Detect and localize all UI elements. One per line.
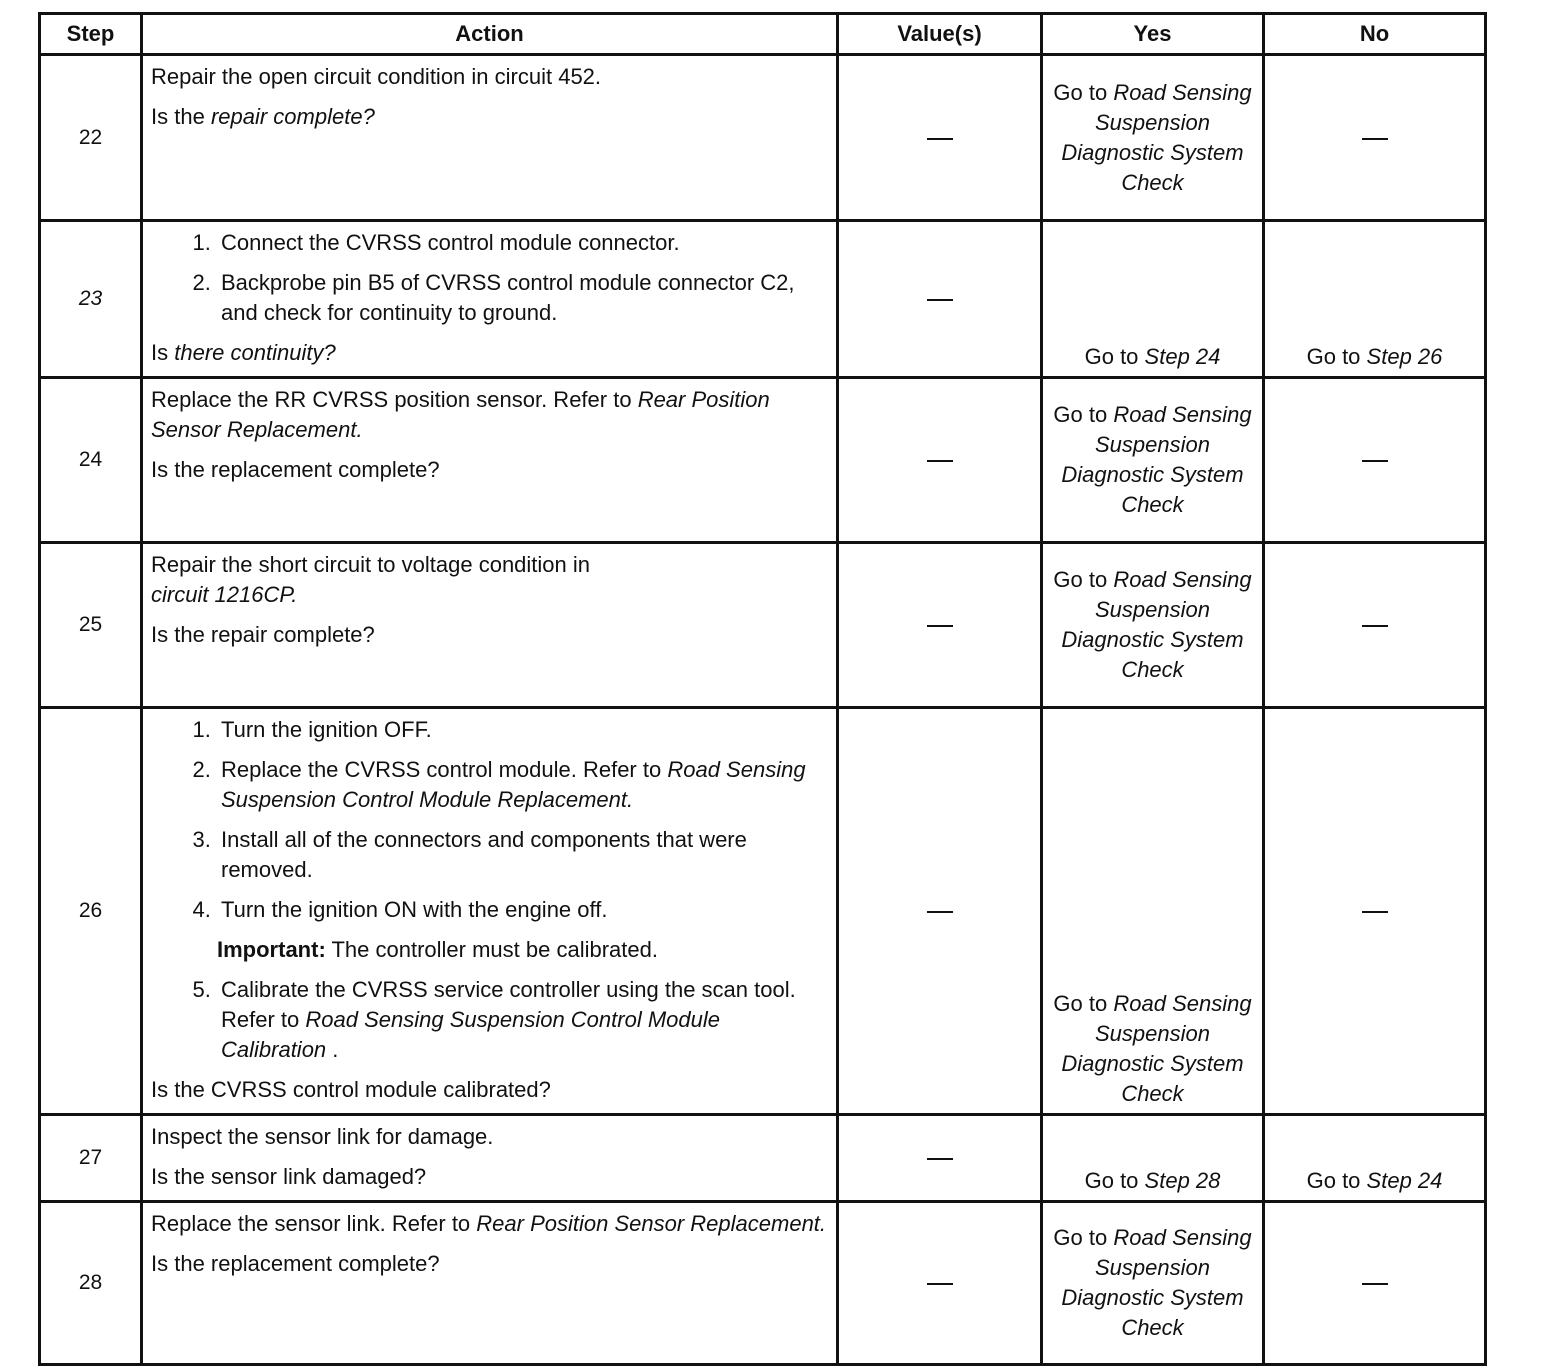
- action-reference: Road Sensing Suspension Control Module Calibration: [221, 1007, 720, 1062]
- action-plain: Calibrate the CVRSS service controller using the scan tool. Refer to: [221, 977, 796, 1032]
- value-cell: [838, 708, 1042, 1115]
- action-plain: Replace the sensor link. Refer to: [151, 1211, 471, 1236]
- no-cell: [1264, 378, 1486, 543]
- yes-cell: [1042, 221, 1264, 378]
- yes-target-link[interactable]: Road Sensing Suspension Diagnostic System Check: [1061, 991, 1252, 1106]
- dash-mark: [927, 299, 953, 301]
- action-step-4: 4. Turn the ignition ON with the engine off.: [217, 895, 828, 925]
- step-number: 23: [40, 221, 142, 378]
- action-text: Inspect the sensor link for damage.: [151, 1124, 494, 1149]
- action-steps: [151, 715, 828, 925]
- step-number: 24: [40, 378, 142, 543]
- step-number: 25: [40, 543, 142, 708]
- action-question: [151, 102, 828, 132]
- action-question: Is the replacement complete?: [151, 1251, 440, 1276]
- action-steps-continued: [151, 975, 828, 1065]
- dash-mark: [927, 911, 953, 913]
- yes-target-link[interactable]: Road Sensing Suspension Diagnostic System Check: [1061, 567, 1252, 682]
- table-row: [40, 1202, 1486, 1365]
- value-cell: [838, 1115, 1042, 1202]
- no-target-link[interactable]: Step 24: [1366, 1168, 1443, 1193]
- yes-prefix: Go to: [1053, 1225, 1108, 1250]
- action-question: Is the CVRSS control module calibrated?: [151, 1077, 551, 1102]
- action-question: Is the sensor link damaged?: [151, 1164, 427, 1189]
- header-step: Step: [40, 14, 142, 55]
- action-plain: Repair the short circuit to voltage condition in: [151, 552, 591, 577]
- action-text: Repair the open circuit condition in circuit 452.: [151, 64, 602, 89]
- dash-mark: [927, 1283, 953, 1285]
- yes-cell: [1042, 378, 1264, 543]
- dash-mark: [1362, 625, 1388, 627]
- action-cell: [142, 708, 838, 1115]
- no-target-link[interactable]: Step 26: [1366, 344, 1443, 369]
- question-plain: Is: [151, 340, 169, 365]
- diagnostic-table: [38, 12, 1487, 1366]
- dash-mark: [927, 1158, 953, 1160]
- value-cell: [838, 1202, 1042, 1365]
- yes-prefix: Go to: [1053, 79, 1108, 105]
- action-cell: [142, 378, 838, 543]
- yes-target-link[interactable]: Step 28: [1144, 1168, 1221, 1193]
- header-action: Action: [142, 14, 838, 55]
- yes-target-link[interactable]: Road Sensing Suspension Diagnostic System Check: [1061, 402, 1252, 517]
- dash-mark: [1362, 460, 1388, 462]
- table-row: [40, 55, 1486, 221]
- value-cell: [838, 378, 1042, 543]
- action-cell: [142, 543, 838, 708]
- step-number: 26: [40, 708, 142, 1115]
- no-cell: [1264, 708, 1486, 1115]
- table-row: [40, 378, 1486, 543]
- yes-cell: [1042, 708, 1264, 1115]
- no-cell: [1264, 1115, 1486, 1202]
- action-reference: Road Sensing Suspension Control Module Replacement.: [221, 757, 806, 812]
- yes-prefix: Go to: [1084, 1168, 1139, 1193]
- question-italic: repair complete?: [210, 104, 375, 129]
- note-label: Important:: [217, 937, 326, 962]
- step-number: 27: [40, 1115, 142, 1202]
- action-step-5: [217, 975, 828, 1065]
- action-cell: [142, 1202, 838, 1365]
- important-note: [217, 935, 828, 965]
- yes-cell: [1042, 543, 1264, 708]
- no-cell: [1264, 221, 1486, 378]
- header-values: Value(s): [838, 14, 1042, 55]
- no-cell: [1264, 1202, 1486, 1365]
- action-step-3: 3. Install all of the connectors and components that were removed.: [217, 825, 828, 885]
- yes-prefix: Go to: [1053, 402, 1108, 427]
- no-cell: [1264, 55, 1486, 221]
- step-number: 22: [40, 55, 142, 221]
- action-text: [151, 550, 828, 610]
- value-cell: [838, 55, 1042, 221]
- action-cell: [142, 55, 838, 221]
- action-steps: [151, 228, 828, 328]
- action-reference: Rear Position Sensor Replacement.: [151, 387, 770, 442]
- action-step-1: 1. Turn the ignition OFF.: [217, 715, 828, 745]
- no-prefix: Go to: [1306, 344, 1361, 369]
- action-reference: circuit 1216CP.: [151, 582, 298, 607]
- table-row: [40, 1115, 1486, 1202]
- yes-cell: [1042, 55, 1264, 221]
- action-end: .: [332, 1037, 339, 1062]
- action-plain: Replace the RR CVRSS position sensor. Refer to: [151, 387, 632, 412]
- table-row: [40, 543, 1486, 708]
- no-cell: [1264, 543, 1486, 708]
- action-question: Is the repair complete?: [151, 622, 375, 647]
- action-question: [151, 338, 828, 368]
- header-row: [40, 14, 1486, 55]
- action-cell: [142, 1115, 838, 1202]
- dash-mark: [1362, 911, 1388, 913]
- yes-target-link[interactable]: Road Sensing Suspension Diagnostic System Check: [1061, 1225, 1252, 1340]
- value-cell: [838, 221, 1042, 378]
- dash-mark: [1362, 1283, 1388, 1285]
- dash-mark: [927, 138, 953, 140]
- action-cell: [142, 221, 838, 378]
- dash-mark: [927, 460, 953, 462]
- no-prefix: Go to: [1306, 1168, 1361, 1193]
- action-step-2: [217, 755, 828, 815]
- yes-target-link[interactable]: Road Sensing Suspension Diagnostic System Check: [1061, 79, 1252, 195]
- action-question: Is the replacement complete?: [151, 457, 440, 482]
- action-step-2: 2. Backprobe pin B5 of CVRSS control module connector C2, and check for continuity to ground.: [217, 268, 828, 328]
- yes-target-link[interactable]: Step 24: [1144, 344, 1221, 369]
- yes-prefix: Go to: [1053, 991, 1108, 1016]
- header-no: No: [1264, 14, 1486, 55]
- dash-mark: [1362, 138, 1388, 140]
- action-step-1: 1. Connect the CVRSS control module connector.: [217, 228, 828, 258]
- action-plain: Replace the CVRSS control module. Refer to: [221, 757, 662, 782]
- yes-cell: [1042, 1202, 1264, 1365]
- action-text: [151, 1209, 828, 1239]
- dash-mark: [927, 625, 953, 627]
- question-italic: there continuity?: [174, 340, 336, 365]
- yes-cell: [1042, 1115, 1264, 1202]
- note-text: The controller must be calibrated.: [331, 937, 658, 962]
- action-reference: Rear Position Sensor Replacement.: [476, 1211, 827, 1236]
- yes-prefix: Go to: [1084, 344, 1139, 369]
- yes-prefix: Go to: [1053, 567, 1108, 592]
- question-plain: Is the: [151, 104, 205, 129]
- header-yes: Yes: [1042, 14, 1264, 55]
- table-row: [40, 708, 1486, 1115]
- action-text: [151, 385, 828, 445]
- value-cell: [838, 543, 1042, 708]
- step-number: 28: [40, 1202, 142, 1365]
- table-row: [40, 221, 1486, 378]
